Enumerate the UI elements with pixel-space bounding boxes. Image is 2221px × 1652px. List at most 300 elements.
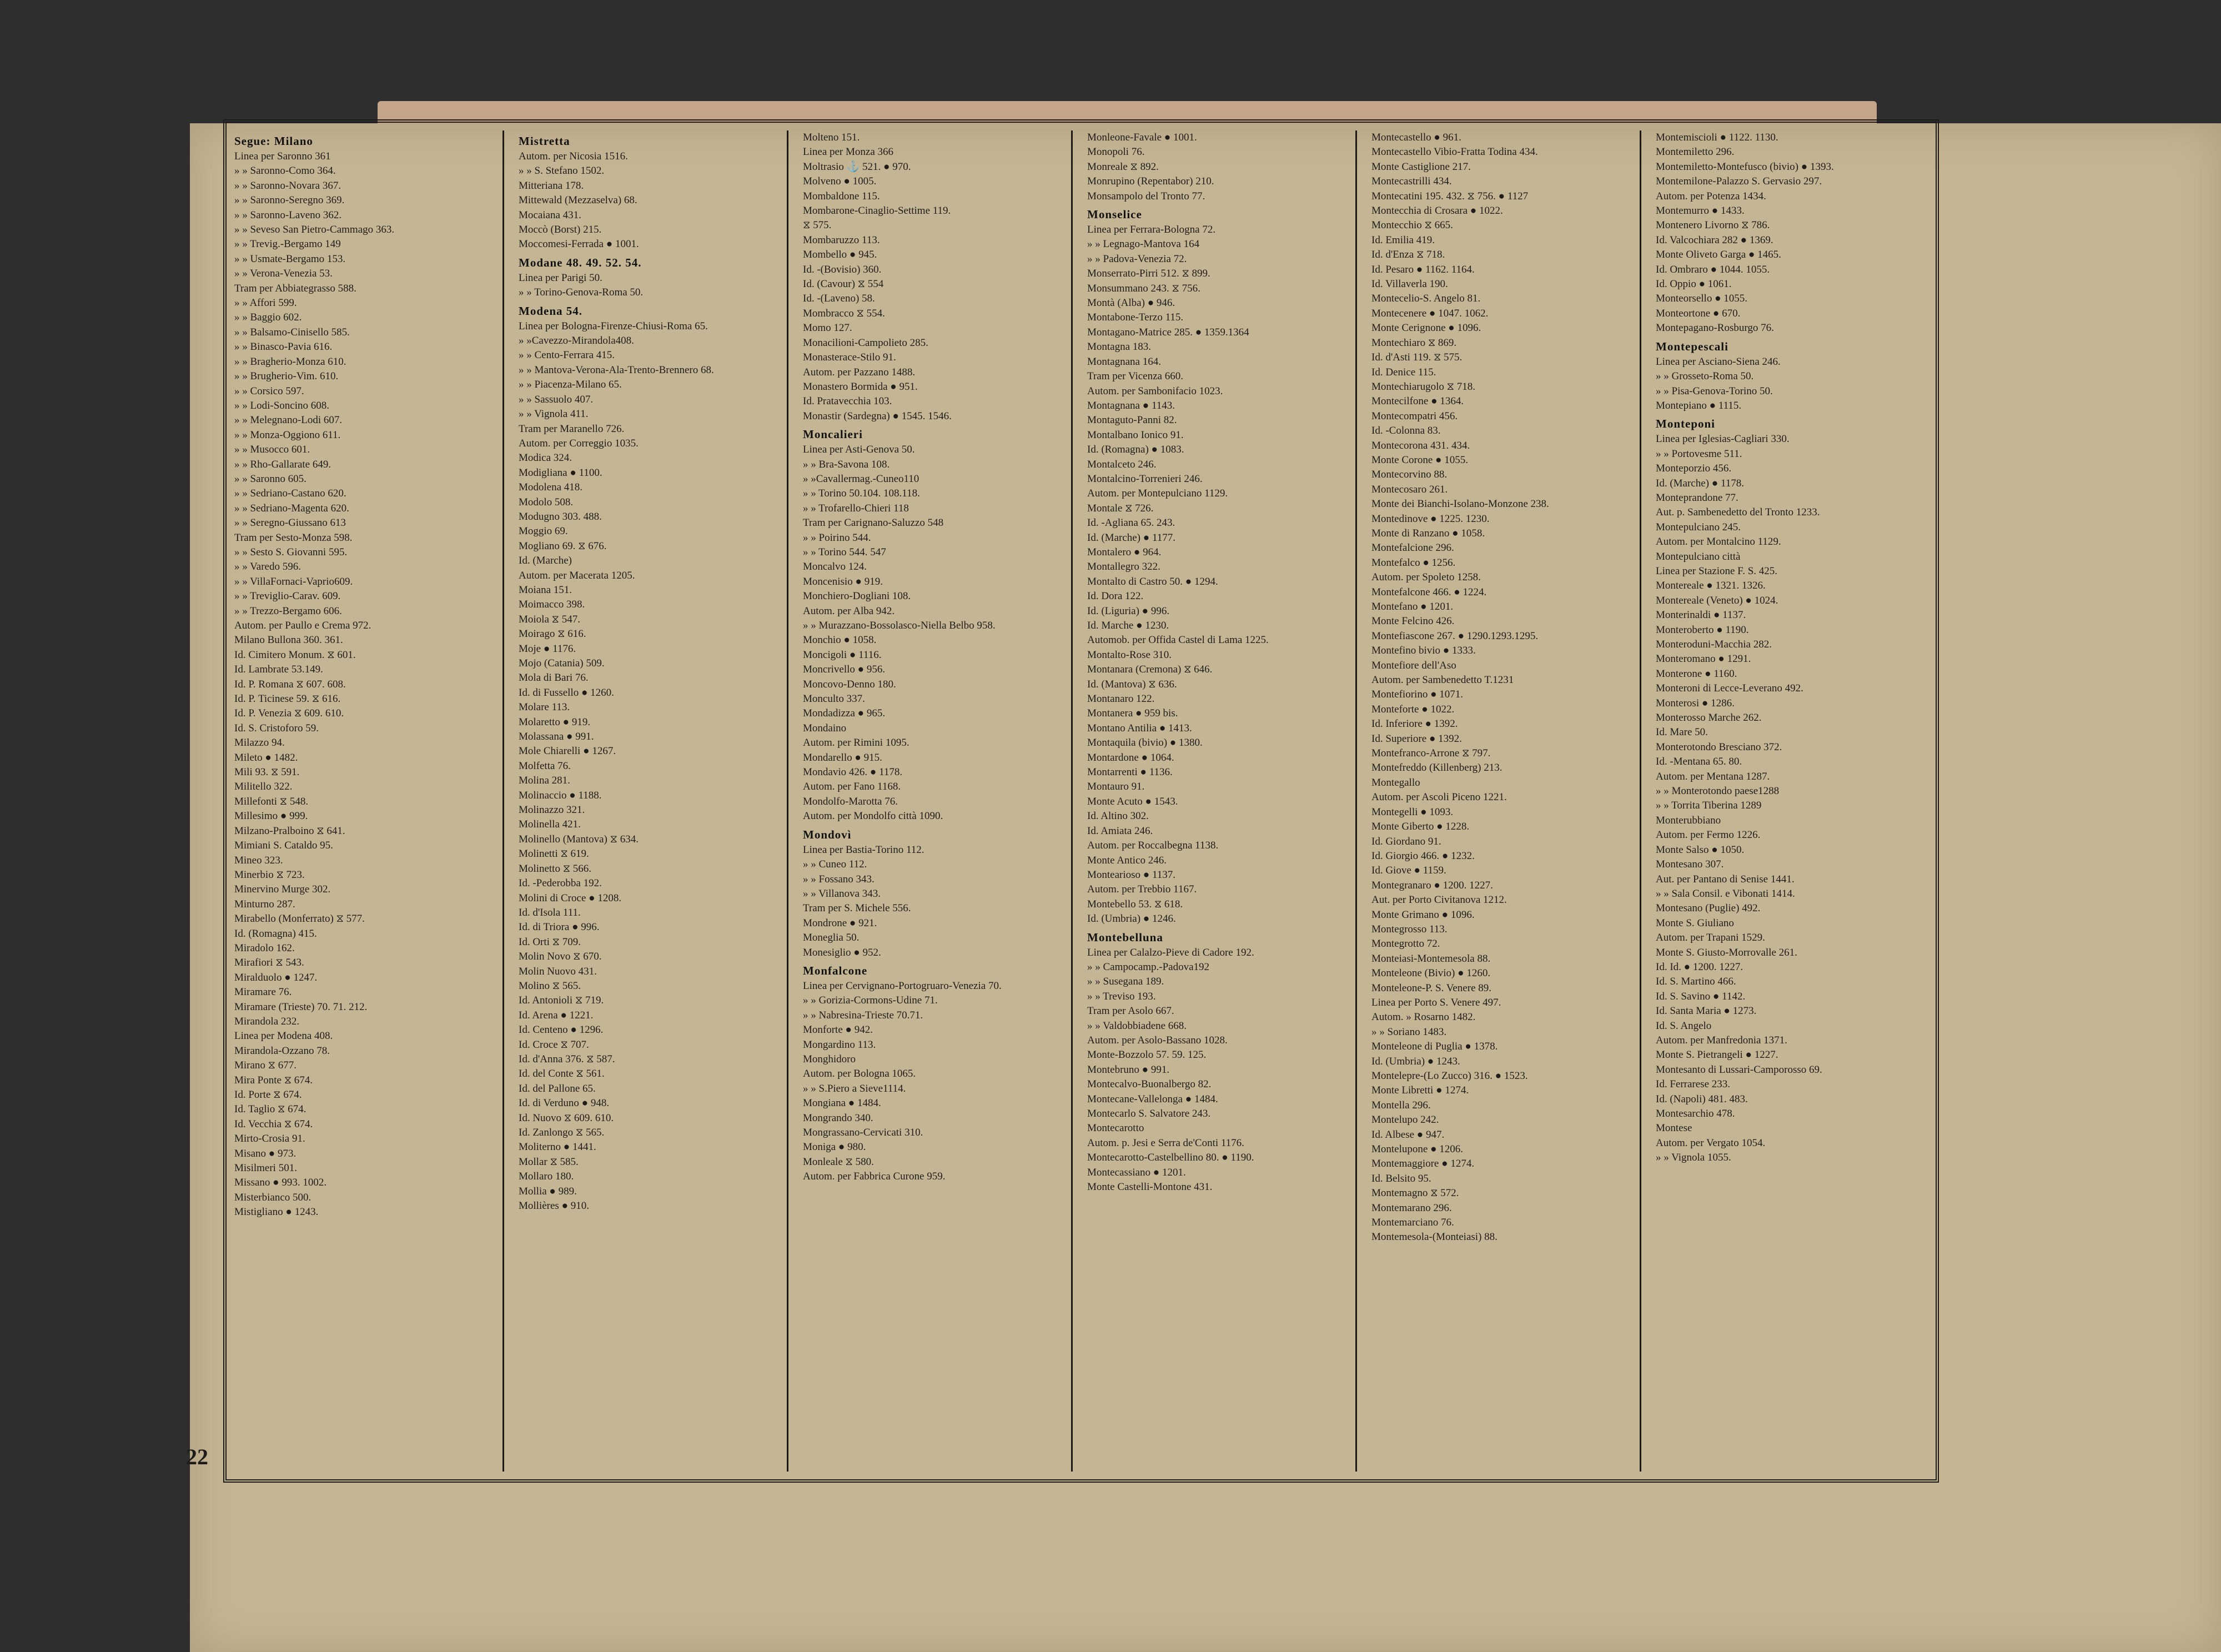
index-entry: Monterotondo Bresciano 372. bbox=[1656, 741, 1782, 753]
index-entry: Montefalco ● 1256. bbox=[1371, 556, 1456, 569]
index-entry: Linea per Bastia-Torino 112. bbox=[803, 843, 924, 856]
index-entry: » » Murazzano-Bossolasco-Niella Belbo 958. bbox=[803, 620, 996, 631]
index-entry: » » Sesto S. Giovanni 595. bbox=[234, 546, 348, 558]
index-entry: Mittewald (Mezzaselva) 68. bbox=[519, 194, 637, 207]
index-entry: Moltrasio ⚓ 521. ● 970. bbox=[803, 160, 911, 173]
index-entry: Id. P. Romana ⧖ 607. 608. bbox=[234, 678, 346, 690]
index-entry: » » Trevig.-Bergamo 149 bbox=[234, 238, 341, 250]
index-entry: Mombracco ⧖ 554. bbox=[803, 307, 885, 319]
index-entry: Monte Corone ● 1055. bbox=[1371, 454, 1469, 466]
index-entry: Mirafiori ⧖ 543. bbox=[234, 957, 304, 969]
index-entry: Tram per Abbiategrasso 588. bbox=[234, 282, 356, 294]
index-entry: Mondarello ● 915. bbox=[803, 751, 882, 764]
index-entry: Montecatini 195. 432. ⧖ 756. ● 1127 bbox=[1371, 190, 1529, 202]
index-entry: Molinetto ⧖ 566. bbox=[519, 862, 592, 875]
index-entry: Monteforte ● 1022. bbox=[1371, 703, 1455, 715]
index-entry: Montemiscioli ● 1122. 1130. bbox=[1656, 132, 1778, 143]
index-entry: Montemagno ⧖ 572. bbox=[1371, 1187, 1459, 1199]
index-entry: Molinetti ⧖ 619. bbox=[519, 848, 589, 860]
index-entry: Montepagano-Rosburgo 76. bbox=[1656, 322, 1774, 334]
index-entry: Monculto 337. bbox=[803, 693, 865, 705]
index-entry: Molfetta 76. bbox=[519, 760, 571, 772]
index-entry: Monforte ● 942. bbox=[803, 1024, 873, 1036]
index-entry: Moggio 69. bbox=[519, 525, 568, 538]
index-entry: » » S. Stefano 1502. bbox=[519, 165, 605, 177]
index-entry: » » Binasco-Pavia 616. bbox=[234, 341, 333, 353]
index-entry: Montelupo 242. bbox=[1371, 1114, 1439, 1126]
index-entry: Montagano-Matrice 285. ● 1359.1364 bbox=[1087, 326, 1249, 338]
index-entry: Id. di Verduno ● 948. bbox=[519, 1097, 610, 1109]
index-entry: Mola di Bari 76. bbox=[519, 672, 589, 684]
index-entry: Monte Felcino 426. bbox=[1371, 615, 1455, 627]
index-frame bbox=[223, 119, 1939, 1483]
index-entry: Id. Valcochiara 282 ● 1369. bbox=[1656, 234, 1773, 246]
index-entry: Id. Altino 302. bbox=[1087, 810, 1149, 822]
index-entry: Monterone ● 1160. bbox=[1656, 667, 1737, 680]
index-entry: Montauro 91. bbox=[1087, 781, 1145, 793]
index-entry: Id. del Conte ⧖ 561. bbox=[519, 1068, 605, 1080]
index-entry: Minervino Murge 302. bbox=[234, 883, 331, 896]
index-entry: Montalbano Ionico 91. bbox=[1087, 429, 1184, 441]
index-entry: Montecchia di Crosara ● 1022. bbox=[1371, 205, 1503, 217]
index-entry: Montedinove ● 1225. 1230. bbox=[1371, 513, 1490, 525]
index-entry: Montecchio ⧖ 665. bbox=[1371, 219, 1453, 232]
index-entry: Monteiasi-Montemesola 88. bbox=[1371, 952, 1491, 965]
index-entry: Linea per Asciano-Siena 246. bbox=[1656, 355, 1781, 368]
index-entry: Monte di Ranzano ● 1058. bbox=[1371, 527, 1485, 539]
index-entry: Montesano 307. bbox=[1656, 858, 1724, 871]
index-entry: Linea per Monza 366 bbox=[803, 146, 894, 158]
index-entry: Id. Pesaro ● 1162. 1164. bbox=[1371, 263, 1475, 275]
index-entry: Linea per Stazione F. S. 425. bbox=[1656, 565, 1778, 577]
index-entry: » » Cento-Ferrara 415. bbox=[519, 349, 615, 361]
index-entry: Missano ● 993. 1002. bbox=[234, 1177, 327, 1189]
index-entry: Montemesola-(Monteiasi) 88. bbox=[1371, 1231, 1498, 1243]
index-entry: Autom. per Sambonifacio 1023. bbox=[1087, 385, 1223, 397]
index-heading: Segue: Milano bbox=[234, 134, 313, 148]
index-entry: Id. (Romagna) 415. bbox=[234, 927, 317, 940]
index-entry: Mondaino bbox=[803, 722, 847, 734]
index-entry: Montecorona 431. 434. bbox=[1371, 439, 1470, 451]
index-entry: Id. -Colonna 83. bbox=[1371, 425, 1441, 437]
index-entry: » » Saronno-Seregno 369. bbox=[234, 194, 345, 207]
index-entry: Molina 281. bbox=[519, 775, 570, 787]
index-entry: Montefreddo (Killenberg) 213. bbox=[1371, 762, 1503, 774]
index-entry: Montecassiano ● 1201. bbox=[1087, 1166, 1186, 1178]
index-entry: Momo 127. bbox=[803, 322, 852, 334]
index-entry: » » Campocamp.-Padova192 bbox=[1087, 961, 1210, 973]
index-entry: Mili 93. ⧖ 591. bbox=[234, 766, 300, 779]
index-entry: Monsampolo del Tronto 77. bbox=[1087, 190, 1205, 202]
index-entry: » » Verona-Venezia 53. bbox=[234, 268, 333, 280]
index-entry: Monte Castelli-Montone 431. bbox=[1087, 1181, 1213, 1193]
index-entry: Id. Mare 50. bbox=[1656, 726, 1708, 739]
index-entry: Autom. per Spoleto 1258. bbox=[1371, 571, 1481, 584]
index-entry: Id. (Cavour) ⧖ 554 bbox=[803, 278, 884, 290]
index-entry: Id. Antonioli ⧖ 719. bbox=[519, 995, 604, 1007]
index-entry: » »Cavezzo-Mirandola408. bbox=[519, 335, 634, 347]
index-entry: » »Cavallermag.-Cuneo110 bbox=[803, 473, 919, 485]
index-entry: Moliterno ● 1441. bbox=[519, 1141, 596, 1153]
index-entry: » » Gorizia-Cormons-Udine 71. bbox=[803, 995, 938, 1007]
index-entry: Miradolo 162. bbox=[234, 942, 295, 954]
index-entry: Monleone-Favale ● 1001. bbox=[1087, 132, 1197, 143]
index-entry: Milano Bullona 360. 361. bbox=[234, 634, 343, 646]
index-entry: » » Soriano 1483. bbox=[1371, 1026, 1447, 1038]
index-heading: Monteponi bbox=[1656, 417, 1716, 431]
index-entry: » » Torrita Tiberina 1289 bbox=[1656, 800, 1762, 812]
page-number: 22 bbox=[186, 1444, 208, 1469]
index-entry: » » Trezzo-Bergamo 606. bbox=[234, 605, 342, 617]
index-entry: Monte Libretti ● 1274. bbox=[1371, 1084, 1469, 1097]
index-entry: Id. Id. ● 1200. 1227. bbox=[1656, 961, 1743, 973]
index-entry: Monchio ● 1058. bbox=[803, 634, 877, 646]
index-entry: Modugno 303. 488. bbox=[519, 510, 602, 523]
index-entry: Id. (Napoli) 481. 483. bbox=[1656, 1093, 1748, 1105]
index-entry: Id. Cimitero Monum. ⧖ 601. bbox=[234, 649, 356, 661]
index-entry: Mongardino 113. bbox=[803, 1038, 876, 1051]
index-column-2 bbox=[514, 130, 788, 1472]
index-heading: Montepescali bbox=[1656, 339, 1728, 353]
index-entry: Montalto-Rose 310. bbox=[1087, 649, 1172, 661]
index-entry: Montesarchio 478. bbox=[1656, 1108, 1735, 1119]
index-entry: Autom. per Nicosia 1516. bbox=[519, 150, 628, 162]
index-entry: Mollaro 180. bbox=[519, 1171, 574, 1183]
index-entry: Montelupone ● 1206. bbox=[1371, 1143, 1464, 1156]
index-entry: Id. Taglio ⧖ 674. bbox=[234, 1103, 306, 1116]
index-entry: Mollar ⧖ 585. bbox=[519, 1156, 579, 1168]
index-entry: Id. Belsito 95. bbox=[1371, 1172, 1431, 1184]
index-entry: Moirago ⧖ 616. bbox=[519, 628, 586, 640]
index-heading: Monfalcone bbox=[803, 963, 868, 977]
index-entry: Montefalcione 296. bbox=[1371, 542, 1454, 554]
index-entry: Autom. per Alba 942. bbox=[803, 605, 895, 617]
index-entry: Moiana 151. bbox=[519, 584, 572, 596]
index-entry: Automob. per Offida Castel di Lama 1225. bbox=[1087, 634, 1269, 646]
index-entry: Montecilfone ● 1364. bbox=[1371, 395, 1464, 408]
index-entry: Mirto-Crosia 91. bbox=[234, 1133, 305, 1145]
index-entry: Monteporzio 456. bbox=[1656, 463, 1732, 475]
index-entry: Montà (Alba) ● 946. bbox=[1087, 297, 1175, 309]
index-entry: Montemurro ● 1433. bbox=[1656, 205, 1745, 217]
index-entry: Id. Zanlongo ⧖ 565. bbox=[519, 1127, 605, 1138]
index-entry: Id. Amiata 246. bbox=[1087, 825, 1153, 837]
index-entry: Autom. per Fano 1168. bbox=[803, 781, 901, 793]
index-entry: Monteortone ● 670. bbox=[1656, 307, 1741, 319]
index-entry: » » Baggio 602. bbox=[234, 312, 302, 324]
index-entry: Molinaccio ● 1188. bbox=[519, 789, 602, 801]
index-entry: Monteroberto ● 1190. bbox=[1656, 624, 1749, 636]
index-entry: Mimiani S. Cataldo 95. bbox=[234, 840, 333, 852]
index-entry: Montallegro 322. bbox=[1087, 561, 1160, 573]
index-entry: Modolo 508. bbox=[519, 496, 574, 508]
index-entry: Montereale ● 1321. 1326. bbox=[1656, 580, 1766, 592]
index-entry: Id. S. Martino 466. bbox=[1656, 976, 1736, 988]
index-entry: Montepiano ● 1115. bbox=[1656, 399, 1742, 411]
index-entry: Montaguto-Panni 82. bbox=[1087, 414, 1177, 426]
index-entry: Mistigliano ● 1243. bbox=[234, 1206, 319, 1218]
index-entry: Linea per Asti-Genova 50. bbox=[803, 444, 915, 456]
index-entry: Moncrivello ● 956. bbox=[803, 664, 886, 676]
index-entry: Montefiorino ● 1071. bbox=[1371, 689, 1464, 701]
index-entry: Montabone-Terzo 115. bbox=[1087, 312, 1184, 324]
index-entry: Monterosi ● 1286. bbox=[1656, 697, 1735, 709]
index-entry: Montanaro 122. bbox=[1087, 693, 1155, 705]
index-entry: Miramare 76. bbox=[234, 986, 292, 998]
index-entry: Autom. per Vergato 1054. bbox=[1656, 1137, 1766, 1149]
index-entry: » » Padova-Venezia 72. bbox=[1087, 253, 1187, 265]
index-entry: Linea per Cervignano-Portogruaro-Venezia 70. bbox=[803, 980, 1002, 992]
index-entry: Monte S. Pietrangeli ● 1227. bbox=[1656, 1049, 1778, 1061]
index-entry: Mole Chiarelli ● 1267. bbox=[519, 745, 616, 757]
index-entry: Id. Nuovo ⧖ 609. 610. bbox=[519, 1112, 614, 1124]
index-entry: » » Monza-Oggiono 611. bbox=[234, 429, 341, 441]
index-entry: Id. (Umbria) ● 1243. bbox=[1371, 1055, 1460, 1067]
index-entry: Mitteriana 178. bbox=[519, 179, 584, 192]
index-entry: Montecastello ● 961. bbox=[1371, 132, 1461, 143]
index-entry: » » Torino 544. 547 bbox=[803, 546, 886, 558]
index-entry: » » Monterotondo paese1288 bbox=[1656, 785, 1780, 797]
index-column-4 bbox=[1083, 130, 1357, 1472]
index-entry: Id. d'Asti 119. ⧖ 575. bbox=[1371, 352, 1463, 364]
index-entry: Molinazzo 321. bbox=[519, 804, 585, 816]
index-entry: Monasterace-Stilo 91. bbox=[803, 352, 896, 364]
index-entry: Monterinaldi ● 1137. bbox=[1656, 609, 1746, 621]
index-entry: Autom. per Sambenedetto T.1231 bbox=[1371, 674, 1514, 686]
index-entry: Montarrenti ● 1136. bbox=[1087, 766, 1173, 779]
index-entry: Id. di Fussello ● 1260. bbox=[519, 686, 614, 699]
index-entry: Linea per Porto S. Venere 497. bbox=[1371, 996, 1501, 1008]
index-entry: Misterbianco 500. bbox=[234, 1191, 311, 1203]
index-entry: Montagnana ● 1143. bbox=[1087, 399, 1175, 411]
index-entry: Id. -Mentana 65. 80. bbox=[1656, 756, 1742, 768]
index-entry: Monte Salso ● 1050. bbox=[1656, 843, 1745, 856]
index-entry: Autom. per Mondolfo città 1090. bbox=[803, 810, 943, 822]
index-entry: Montecastrilli 434. bbox=[1371, 175, 1452, 188]
index-entry: » » Vignola 1055. bbox=[1656, 1152, 1731, 1164]
index-entry: » » Sala Consil. e Vibonati 1414. bbox=[1656, 887, 1795, 900]
index-entry: Linea per Modena 408. bbox=[234, 1030, 333, 1042]
index-entry: Aut. per Porto Civitanova 1212. bbox=[1371, 894, 1507, 906]
index-entry: Militello 322. bbox=[234, 781, 293, 793]
index-column-6 bbox=[1651, 130, 1926, 1472]
index-entry: Id. d'Enza ⧖ 718. bbox=[1371, 249, 1445, 261]
index-entry: Aut. per Pantano di Senise 1441. bbox=[1656, 873, 1795, 885]
index-entry: Id. S. Cristoforo 59. bbox=[234, 722, 319, 734]
index-entry: Montanera ● 959 bis. bbox=[1087, 707, 1178, 720]
index-entry: Monte Grimano ● 1096. bbox=[1371, 908, 1475, 921]
index-entry: Id. S. Savino ● 1142. bbox=[1656, 990, 1746, 1002]
index-entry: Moncenisio ● 919. bbox=[803, 575, 883, 588]
index-entry: Molin Novo ⧖ 670. bbox=[519, 951, 602, 963]
index-entry: Monterubbiano bbox=[1656, 814, 1721, 826]
index-entry: » » Varedo 596. bbox=[234, 561, 301, 573]
index-entry: Moncigoli ● 1116. bbox=[803, 649, 882, 661]
index-entry: Modolena 418. bbox=[519, 481, 583, 494]
index-entry: Monte Antico 246. bbox=[1087, 854, 1167, 866]
index-entry: Id. P. Venezia ⧖ 609. 610. bbox=[234, 707, 344, 720]
index-entry: Mondrone ● 921. bbox=[803, 917, 877, 929]
index-column-3 bbox=[798, 130, 1073, 1472]
index-entry: Mojo (Catania) 509. bbox=[519, 657, 605, 669]
index-entry: Montenero Livorno ⧖ 786. bbox=[1656, 219, 1770, 232]
index-entry: Id. -(Laveno) 58. bbox=[803, 293, 875, 305]
index-entry: Mombaruzzo 113. bbox=[803, 234, 880, 246]
index-entry: » » Affori 599. bbox=[234, 297, 297, 309]
index-entry: Montecompatri 456. bbox=[1371, 410, 1458, 422]
index-entry: Id. Santa Maria ● 1273. bbox=[1656, 1005, 1757, 1017]
index-entry: Id. Villaverla 190. bbox=[1371, 278, 1448, 290]
index-entry: Monterosso Marche 262. bbox=[1656, 712, 1762, 724]
index-entry: » » Saronno 605. bbox=[234, 473, 306, 485]
index-entry: » » Sedriano-Castano 620. bbox=[234, 488, 346, 500]
index-entry: Monreale ⧖ 892. bbox=[1087, 160, 1159, 173]
index-entry: Monteroni di Lecce-Leverano 492. bbox=[1656, 682, 1803, 695]
index-entry: » » Pisa-Genova-Torino 50. bbox=[1656, 385, 1773, 397]
index-entry: Montesano (Puglie) 492. bbox=[1656, 902, 1761, 915]
index-entry: Montale ⧖ 726. bbox=[1087, 502, 1154, 514]
index-entry: Id. (Romagna) ● 1083. bbox=[1087, 444, 1184, 456]
index-entry: » » Poirino 544. bbox=[803, 531, 871, 544]
index-entry: Modigliana ● 1100. bbox=[519, 466, 602, 479]
index-entry: Montefino bivio ● 1333. bbox=[1371, 645, 1476, 657]
index-entry: Mira Ponte ⧖ 674. bbox=[234, 1074, 313, 1086]
index-entry: Id. Arena ● 1221. bbox=[519, 1009, 594, 1021]
index-entry: Montemiletto 296. bbox=[1656, 146, 1735, 158]
index-entry: » » Fossano 343. bbox=[803, 873, 875, 885]
index-entry: Tram per S. Michele 556. bbox=[803, 902, 911, 915]
index-entry: Montecarotto bbox=[1087, 1122, 1144, 1134]
index-entry: Monsummano 243. ⧖ 756. bbox=[1087, 282, 1200, 294]
index-entry: Miralduolo ● 1247. bbox=[234, 971, 318, 983]
index-entry: » » Saronno-Novara 367. bbox=[234, 179, 341, 192]
index-entry: » » Corsico 597. bbox=[234, 385, 304, 397]
index-entry: » » Melegnano-Lodi 607. bbox=[234, 414, 343, 426]
index-entry: » » Trofarello-Chieri 118 bbox=[803, 502, 909, 514]
index-entry: Monteleone (Bivio) ● 1260. bbox=[1371, 967, 1491, 980]
index-entry: » » Seregno-Giussano 613 bbox=[234, 517, 346, 529]
index-entry: Id. (Liguria) ● 996. bbox=[1087, 605, 1170, 617]
index-entry: Mombarone-Cinaglio-Settime 119. bbox=[803, 205, 951, 217]
index-entry: Montecastello Vibio-Fratta Todina 434. bbox=[1371, 146, 1538, 158]
index-entry: Autom. per Montepulciano 1129. bbox=[1087, 488, 1228, 500]
index-entry: » » Treviglio-Carav. 609. bbox=[234, 590, 341, 602]
index-entry: Id. Ferrarese 233. bbox=[1656, 1078, 1731, 1091]
index-entry: Id. Lambrate 53.149. bbox=[234, 664, 323, 676]
index-entry: Id. Giordano 91. bbox=[1371, 835, 1441, 847]
index-entry: Molaretto ● 919. bbox=[519, 716, 591, 728]
index-entry: » » Valdobbiadene 668. bbox=[1087, 1020, 1187, 1032]
index-entry: Montagnana 164. bbox=[1087, 355, 1161, 368]
index-entry: Monopoli 76. bbox=[1087, 146, 1145, 158]
index-entry: Montecarotto-Castelbellino 80. ● 1190. bbox=[1087, 1152, 1254, 1164]
index-entry: Monteleone-P. S. Venere 89. bbox=[1371, 982, 1492, 994]
index-entry: » » Cuneo 112. bbox=[803, 858, 867, 871]
index-entry: Mirano ⧖ 677. bbox=[234, 1060, 297, 1072]
index-entry: Montano Antilia ● 1413. bbox=[1087, 722, 1192, 734]
index-entry: Id. (Umbria) ● 1246. bbox=[1087, 913, 1176, 925]
index-entry: » » Villanova 343. bbox=[803, 887, 881, 900]
index-entry: Montecarlo S. Salvatore 243. bbox=[1087, 1108, 1211, 1119]
index-entry: Molteno 151. bbox=[803, 132, 860, 143]
index-column-1 bbox=[230, 130, 504, 1472]
index-entry: Autom. per Asolo-Bassano 1028. bbox=[1087, 1034, 1228, 1046]
index-entry: Autom. per Trapani 1529. bbox=[1656, 932, 1765, 944]
index-entry: Id. Ombraro ● 1044. 1055. bbox=[1656, 263, 1770, 275]
index-entry: Monteprandone 77. bbox=[1656, 491, 1738, 504]
index-entry: Montagna 183. bbox=[1087, 341, 1152, 353]
index-entry: Mirandola 232. bbox=[234, 1015, 300, 1027]
index-entry: Monteleone di Puglia ● 1378. bbox=[1371, 1041, 1498, 1053]
index-entry: Mollières ● 910. bbox=[519, 1200, 590, 1212]
index-entry: Montalceto 246. bbox=[1087, 458, 1157, 470]
index-entry: Montepulciano 245. bbox=[1656, 521, 1741, 533]
index-entry: Montearioso ● 1137. bbox=[1087, 868, 1176, 881]
index-entry: Moncalvo 124. bbox=[803, 561, 867, 573]
index-entry: Modica 324. bbox=[519, 452, 572, 464]
index-entry: Montegrotto 72. bbox=[1371, 938, 1440, 950]
index-entry: Monte Acuto ● 1543. bbox=[1087, 795, 1178, 807]
index-entry: Autom. » Rosarno 1482. bbox=[1371, 1011, 1476, 1023]
index-entry: Monte Giberto ● 1228. bbox=[1371, 821, 1470, 833]
index-entry: Molveno ● 1005. bbox=[803, 175, 877, 188]
index-entry: Tram per Carignano-Saluzzo 548 bbox=[803, 517, 944, 529]
index-entry: » » Portovesme 511. bbox=[1656, 448, 1742, 460]
index-entry: » » Piacenza-Milano 65. bbox=[519, 379, 622, 391]
index-entry: Mirabello (Monferrato) ⧖ 577. bbox=[234, 913, 365, 925]
index-heading: Montebelluna bbox=[1087, 930, 1163, 944]
index-entry: Id. Porte ⧖ 674. bbox=[234, 1089, 302, 1101]
index-entry: Id. Dora 122. bbox=[1087, 590, 1144, 602]
index-entry: Molare 113. bbox=[519, 701, 570, 714]
index-entry: » » Susegana 189. bbox=[1087, 976, 1164, 988]
index-entry: Montepulciano città bbox=[1656, 550, 1741, 563]
index-entry: Montemarciano 76. bbox=[1371, 1217, 1454, 1229]
index-entry: Autom. per Montalcino 1129. bbox=[1656, 536, 1781, 548]
index-entry: Id. Giorgio 466. ● 1232. bbox=[1371, 850, 1475, 862]
index-entry: Tram per Sesto-Monza 598. bbox=[234, 531, 353, 544]
index-entry: Molinello (Mantova) ⧖ 634. bbox=[519, 833, 639, 845]
index-entry: Mombaldone 115. bbox=[803, 190, 880, 202]
index-entry: Autom. per Ascoli Piceno 1221. bbox=[1371, 791, 1507, 804]
index-entry: Autom. per Potenza 1434. bbox=[1656, 190, 1766, 202]
index-heading: Mistretta bbox=[519, 134, 570, 148]
index-entry: Aut. p. Sambenedetto del Tronto 1233. bbox=[1656, 506, 1820, 519]
index-entry: Mondadizza ● 965. bbox=[803, 707, 886, 720]
index-entry: » » Mantova-Verona-Ala-Trento-Brennero 68. bbox=[519, 364, 714, 376]
index-entry: Moiola ⧖ 547. bbox=[519, 613, 580, 625]
index-entry: Monesiglio ● 952. bbox=[803, 946, 881, 958]
index-entry: Id. (Marche) bbox=[519, 555, 572, 567]
index-entry: Montegranaro ● 1200. 1227. bbox=[1371, 879, 1493, 891]
index-entry: ⧖ 575. bbox=[803, 219, 832, 232]
index-entry: » » Legnago-Mantova 164 bbox=[1087, 238, 1200, 250]
index-entry: Id. Albese ● 947. bbox=[1371, 1128, 1445, 1141]
index-entry: » » Brugherio-Vim. 610. bbox=[234, 370, 339, 383]
index-entry: » » Treviso 193. bbox=[1087, 990, 1156, 1002]
index-entry: Montesanto di Lussari-Camporosso 69. bbox=[1656, 1063, 1822, 1076]
index-entry: Monacilioni-Campolieto 285. bbox=[803, 337, 928, 349]
index-entry: Id. Emilia 419. bbox=[1371, 234, 1435, 246]
index-entry: Autom. per Fermo 1226. bbox=[1656, 829, 1761, 841]
index-entry: Minerbio ⧖ 723. bbox=[234, 868, 305, 881]
index-entry: Linea per Parigi 50. bbox=[519, 272, 602, 284]
index-entry: Montefranco-Arrone ⧖ 797. bbox=[1371, 747, 1491, 760]
index-entry: Mongiana ● 1484. bbox=[803, 1097, 881, 1109]
index-entry: Milzano-Pralboino ⧖ 641. bbox=[234, 825, 345, 837]
index-entry: Misilmeri 501. bbox=[234, 1162, 297, 1174]
index-entry: Monghidoro bbox=[803, 1053, 856, 1065]
